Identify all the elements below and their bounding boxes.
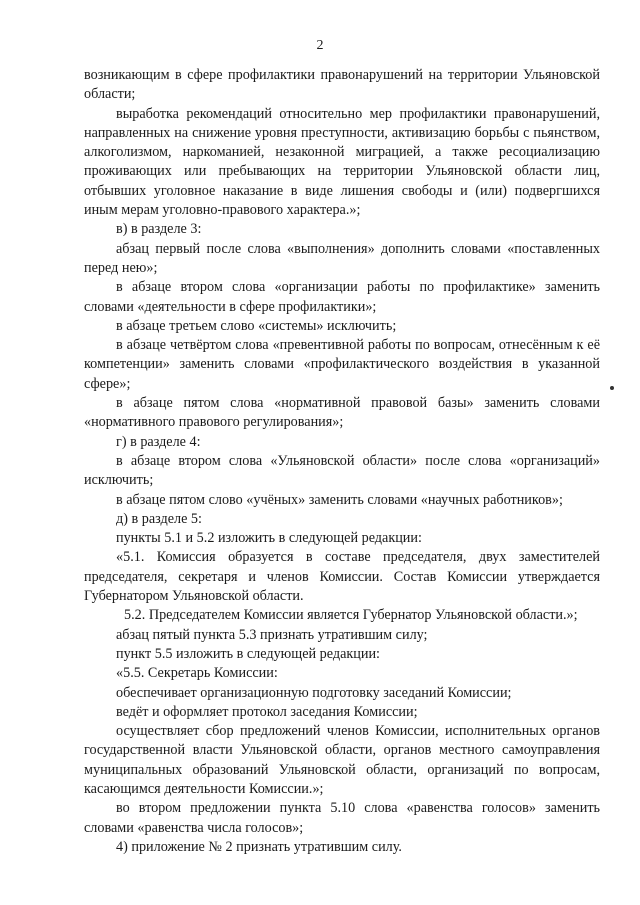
paragraph-21: осуществляет сбор предложений членов Комиссии, исполнительных органов государственной власти Ульяновской области, органов местного самоуправления муниципальных образований Ульяновской области, организаций по вопросам, касающимся деятельности Комиссии.»;	[84, 723, 600, 797]
paragraph-12: д) в разделе 5:	[116, 510, 202, 527]
paragraph-22: во втором предложении пункта 5.10 слова «равенства голосов» заменить словами «равенства числа голосов»;	[84, 800, 600, 836]
scan-dot-mark	[610, 386, 614, 390]
paragraph-6: в абзаце третьем слово «системы» исключить;	[116, 317, 397, 334]
paragraph-8: в абзаце пятом слова «нормативной правовой базы» заменить словами «нормативного правового регулирования»;	[84, 395, 600, 431]
paragraph-2: выработка рекомендаций относительно мер профилактики правонарушений, направленных на снижение уровня преступности, активизацию борьбы с пьянством, алкоголизмом, наркоманией, незаконной миграцией, а также ресоциализацию проживающих или пребывающих на территории Ульяновской области лиц, отбывших уголовное наказание в виде лишения свободы и (или) подвергшихся иным мерам уголовно-правового характера.»;	[84, 105, 600, 219]
paragraph-14: «5.1. Комиссия образуется в составе председателя, двух заместителей председателя, секретаря и членов Комиссии. Состав Комиссии утверждается Губернатором Ульяновской области.	[84, 549, 600, 605]
paragraph-19: обеспечивает организационную подготовку заседаний Комиссии;	[116, 684, 512, 701]
paragraph-3: в) в разделе 3:	[116, 221, 202, 238]
paragraph-17: пункт 5.5 изложить в следующей редакции:	[116, 645, 380, 662]
paragraph-11: в абзаце пятом слово «учёных» заменить словами «научных работников»;	[116, 491, 563, 508]
paragraph-23: 4) приложение № 2 признать утратившим силу.	[116, 838, 402, 855]
document-body	[84, 66, 600, 857]
paragraph-16: абзац пятый пункта 5.3 признать утратившим силу;	[116, 626, 428, 643]
paragraph-20: ведёт и оформляет протокол заседания Комиссии;	[116, 703, 418, 720]
paragraph-10: в абзаце втором слова «Ульяновской области» после слова «организаций» исключить;	[84, 452, 600, 489]
paragraph-9: г) в разделе 4:	[116, 433, 201, 450]
page-number: 2	[316, 38, 324, 53]
paragraph-7: в абзаце четвёртом слова «превентивной работы по вопросам, отнесённым к её компетенции» заменить словами «профилактического воздействия в указанной сфере»;	[84, 337, 600, 392]
paragraph-13: пункты 5.1 и 5.2 изложить в следующей редакции:	[116, 530, 422, 547]
paragraph-15: 5.2. Председателем Комиссии является Губернатор Ульяновской области.»;	[124, 607, 578, 624]
paragraph-4: абзац первый после слова «выполнения» дополнить словами «поставленных перед нею»;	[84, 240, 600, 276]
paragraph-18: «5.5. Секретарь Комиссии:	[116, 665, 278, 682]
paragraph-5: в абзаце втором слова «организации работы по профилактике» заменить словами «деятельности в сфере профилактики»;	[84, 279, 600, 315]
paragraph-1: возникающим в сфере профилактики правонарушений на территории Ульяновской области;	[84, 67, 600, 103]
